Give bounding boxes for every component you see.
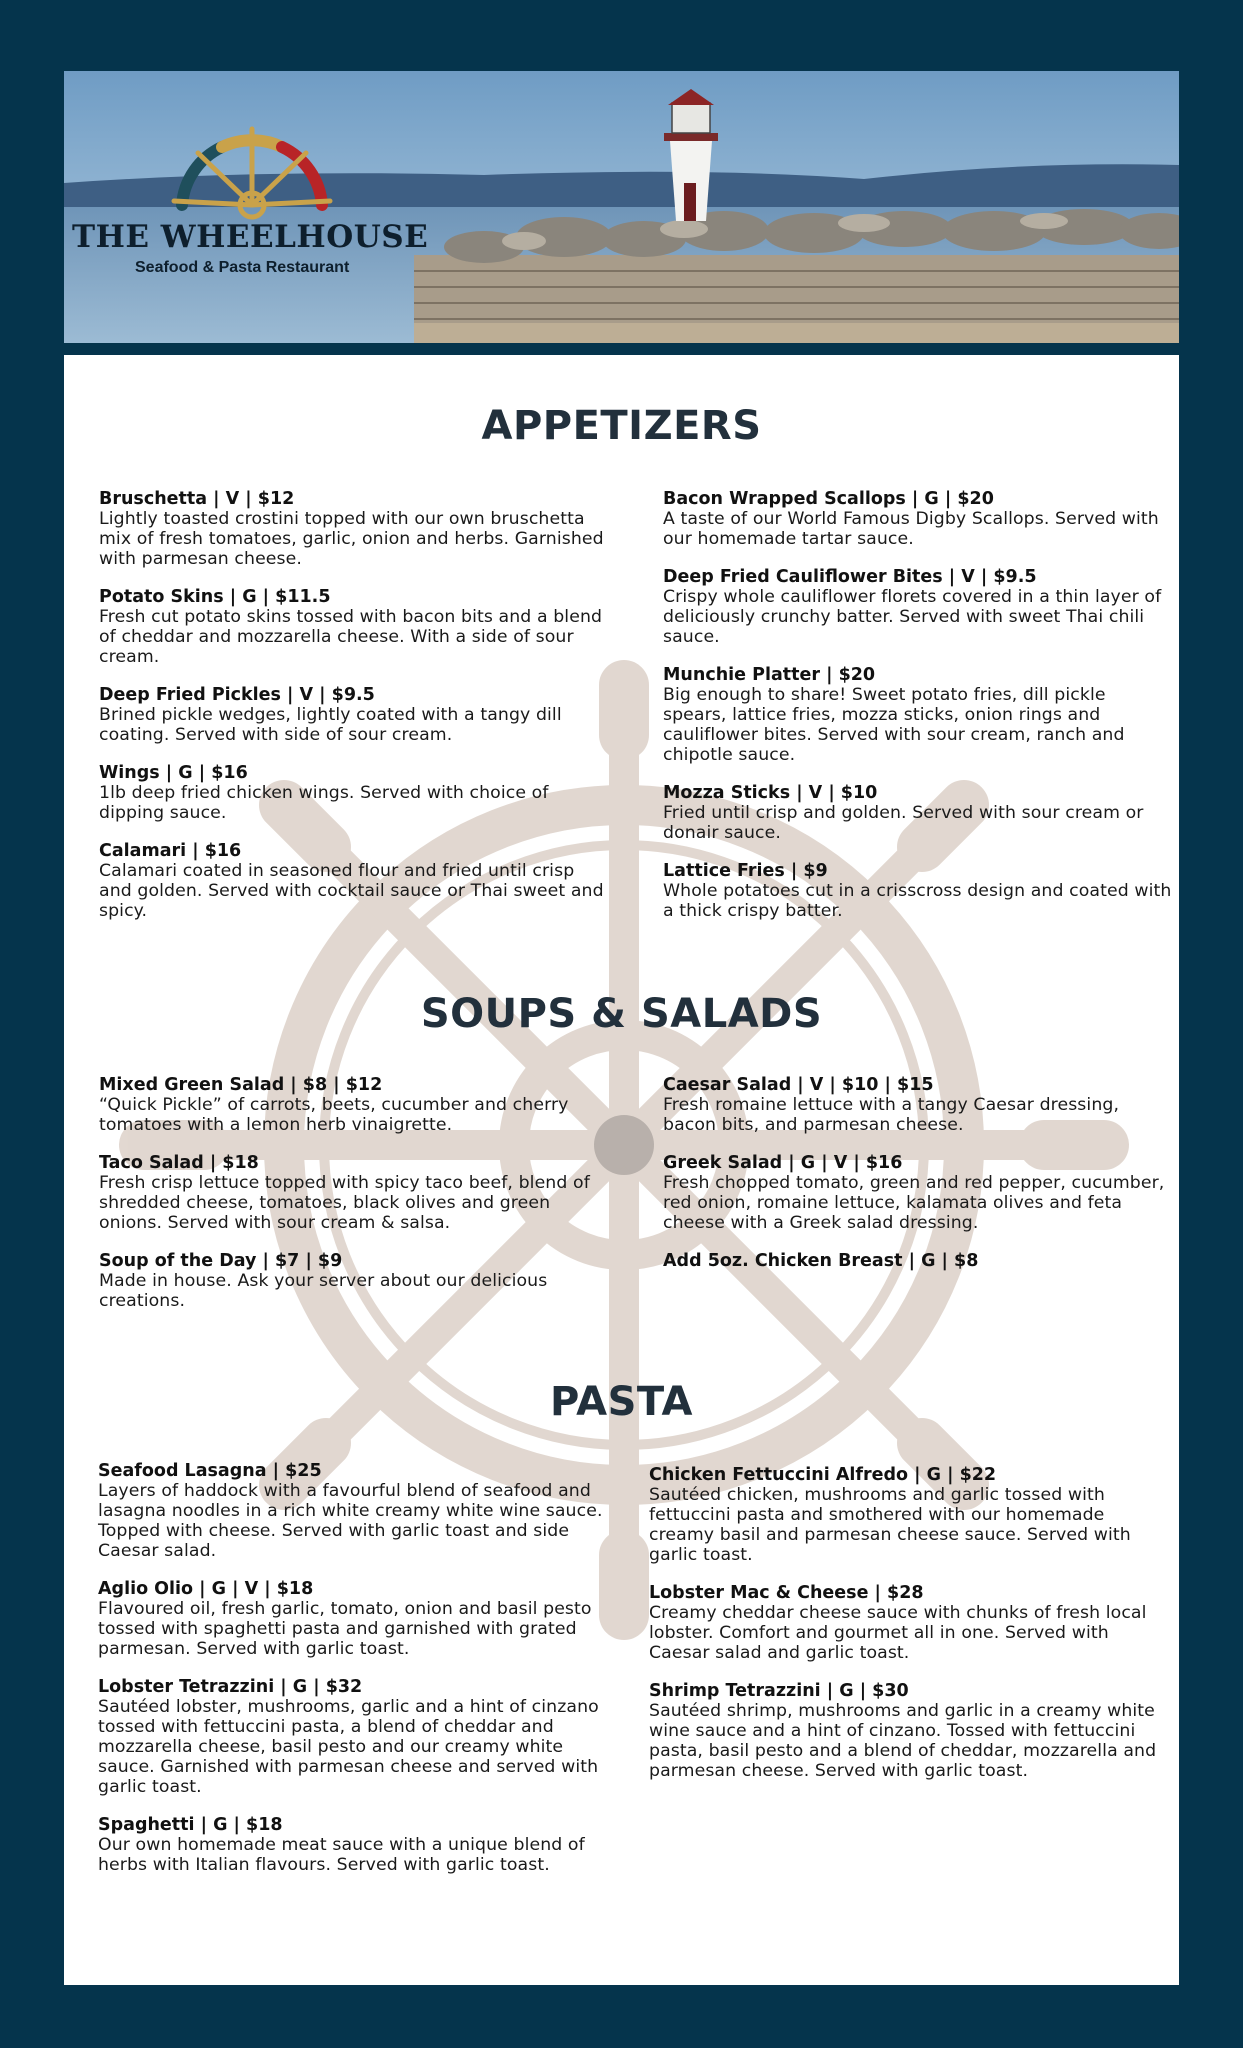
menu-item-name: Shrimp Tetrazzini | G | $30	[649, 1681, 909, 1701]
menu-item-name: Mixed Green Salad | $8 | $12	[99, 1075, 383, 1095]
menu-item-description: Sautéed shrimp, mushrooms and garlic in a creamy white wine sauce and a hint of cinzano. Tossed with fettuccini pasta, basil pesto and a blend of cheddar, mozzarella and parmesan cheese. Served with garlic toast.	[649, 1701, 1157, 1781]
menu-item	[663, 861, 1173, 921]
menu-item-description: Fresh cut potato skins tossed with bacon bits and a blend of cheddar and mozzarella cheese. With a side of sour cream.	[99, 607, 603, 667]
header-banner	[64, 71, 1179, 343]
pasta-left-column	[98, 1461, 608, 1893]
menu-item-name: Deep Fried Cauliflower Bites | V | $9.5	[663, 567, 1037, 587]
menu-item-description: Layers of haddock with a favourful blend of seafood and lasagna noodles in a rich white creamy white wine sauce. Topped with cheese. Served with garlic toast and side Caesar salad.	[98, 1481, 603, 1561]
menu-item	[663, 1153, 1173, 1233]
menu-item-name: Lobster Mac & Cheese | $28	[649, 1583, 924, 1603]
menu-item-name: Calamari | $16	[99, 841, 242, 861]
menu-item-description: “Quick Pickle” of carrots, beets, cucumber and cherry tomatoes with a lemon herb vinaigrette.	[99, 1095, 569, 1135]
menu-item	[98, 1677, 608, 1797]
menu-item-description: Big enough to share! Sweet potato fries, dill pickle spears, lattice fries, mozza sticks, onion rings and cauliflower bites. Served with sour cream, ranch and chipotle sauce.	[663, 685, 1125, 765]
menu-item-description: Made in house. Ask your server about our delicious creations.	[99, 1271, 548, 1311]
menu-item-name: Greek Salad | G | V | $16	[663, 1153, 903, 1173]
menu-item-name: Caesar Salad | V | $10 | $15	[663, 1075, 934, 1095]
menu-panel	[64, 355, 1179, 1985]
menu-item-name: Mozza Sticks | V | $10	[663, 783, 878, 803]
brand-name: THE WHEELHOUSE	[72, 219, 429, 255]
menu-item-name: Add 5oz. Chicken Breast | G | $8	[663, 1251, 979, 1271]
menu-item	[649, 1681, 1159, 1781]
menu-item-description: Flavoured oil, fresh garlic, tomato, onion and basil pesto tossed with spaghetti pasta and garnished with grated parmesan. Served with garlic toast.	[98, 1599, 592, 1659]
menu-item-name: Aglio Olio | G | V | $18	[98, 1579, 314, 1599]
menu-item-description: 1lb deep fried chicken wings. Served with choice of dipping sauce.	[99, 783, 549, 823]
menu-item-name: Lattice Fries | $9	[663, 861, 828, 881]
menu-item-description: Sautéed chicken, mushrooms and garlic tossed with fettuccini pasta and smothered with our homemade creamy basil and parmesan cheese sauce. Served with garlic toast.	[649, 1485, 1131, 1565]
menu-item-name: Deep Fried Pickles | V | $9.5	[99, 685, 375, 705]
menu-item	[649, 1465, 1159, 1565]
menu-item-name: Wings | G | $16	[99, 763, 248, 783]
menu-item	[663, 665, 1173, 765]
menu-item	[663, 489, 1173, 549]
menu-item-name: Bruschetta | V | $12	[99, 489, 295, 509]
menu-item-description: Fresh chopped tomato, green and red pepper, cucumber, red onion, romaine lettuce, kalamata olives and feta cheese with a Greek salad dressing.	[663, 1173, 1165, 1233]
menu-item	[663, 1251, 1173, 1271]
appetizers-left-column	[99, 489, 609, 939]
menu-item	[99, 1251, 609, 1311]
menu-item	[663, 567, 1173, 647]
menu-item-description: Whole potatoes cut in a crisscross design and coated with a thick crispy batter.	[663, 881, 1172, 921]
menu-item-description: Fresh crisp lettuce topped with spicy taco beef, blend of shredded cheese, tomatoes, black olives and green onions. Served with sour cream & salsa.	[99, 1173, 590, 1233]
menu-item	[99, 841, 609, 921]
menu-item-name: Seafood Lasagna | $25	[98, 1461, 322, 1481]
menu-item-name: Lobster Tetrazzini | G | $32	[98, 1677, 363, 1697]
menu-item-name: Bacon Wrapped Scallops | G | $20	[663, 489, 994, 509]
menu-item-description: Brined pickle wedges, lightly coated with a tangy dill coating. Served with side of sour cream.	[99, 705, 562, 745]
appetizers-right-column	[663, 489, 1173, 939]
menu-item-description: Lightly toasted crostini topped with our own bruschetta mix of fresh tomatoes, garlic, onion and herbs. Garnished with parmesan cheese.	[99, 509, 604, 569]
menu-item-name: Munchie Platter | $20	[663, 665, 876, 685]
menu-item-description: Creamy cheddar cheese sauce with chunks of fresh local lobster. Comfort and gourmet all in one. Served with Caesar salad and garlic toast.	[649, 1603, 1147, 1663]
menu-item	[649, 1583, 1159, 1663]
menu-item-description: Sautéed lobster, mushrooms, garlic and a hint of cinzano tossed with fettuccini pasta, a blend of cheddar and mozzarella cheese, basil pesto and our creamy white sauce. Garnished with parmesan cheese and served with garlic toast.	[98, 1697, 599, 1797]
menu-item-description: Fried until crisp and golden. Served with sour cream or donair sauce.	[663, 803, 1144, 843]
menu-item-description: A taste of our World Famous Digby Scallops. Served with our homemade tartar sauce.	[663, 509, 1159, 549]
menu-item	[99, 587, 609, 667]
menu-item	[99, 763, 609, 823]
menu-item	[98, 1815, 608, 1875]
menu-item	[99, 1153, 609, 1233]
menu-item-name: Potato Skins | G | $11.5	[99, 587, 331, 607]
section-title-soups-salads: SOUPS & SALADS	[420, 991, 823, 1037]
menu-item-description: Our own homemade meat sauce with a unique blend of herbs with Italian flavours. Served with garlic toast.	[98, 1835, 585, 1875]
pasta-right-column	[649, 1465, 1159, 1799]
menu-item	[663, 1075, 1173, 1135]
brand-tagline: Seafood & Pasta Restaurant	[135, 259, 350, 276]
ship-wheel-logo-icon	[152, 123, 352, 233]
menu-item-description: Fresh romaine lettuce with a tangy Caesar dressing, bacon bits, and parmesan cheese.	[663, 1095, 1120, 1135]
menu-item-description: Calamari coated in seasoned flour and fried until crisp and golden. Served with cocktail sauce or Thai sweet and spicy.	[99, 861, 604, 921]
menu-item-name: Taco Salad | $18	[99, 1153, 259, 1173]
soups-left-column	[99, 1075, 609, 1329]
menu-item-name: Chicken Fettuccini Alfredo | G | $22	[649, 1465, 997, 1485]
menu-item-name: Spaghetti | G | $18	[98, 1815, 283, 1835]
section-title-pasta: PASTA	[549, 1379, 694, 1425]
section-title-appetizers: APPETIZERS	[481, 403, 762, 449]
menu-item-name: Soup of the Day | $7 | $9	[99, 1251, 343, 1271]
menu-item	[98, 1579, 608, 1659]
menu-item-description: Crispy whole cauliflower florets covered in a thin layer of deliciously crunchy batter. Served with sweet Thai chili sauce.	[663, 587, 1162, 647]
soups-right-column	[663, 1075, 1173, 1289]
menu-item	[99, 489, 609, 569]
menu-item	[99, 685, 609, 745]
menu-item	[99, 1075, 609, 1135]
menu-item	[663, 783, 1173, 843]
menu-item	[98, 1461, 608, 1561]
